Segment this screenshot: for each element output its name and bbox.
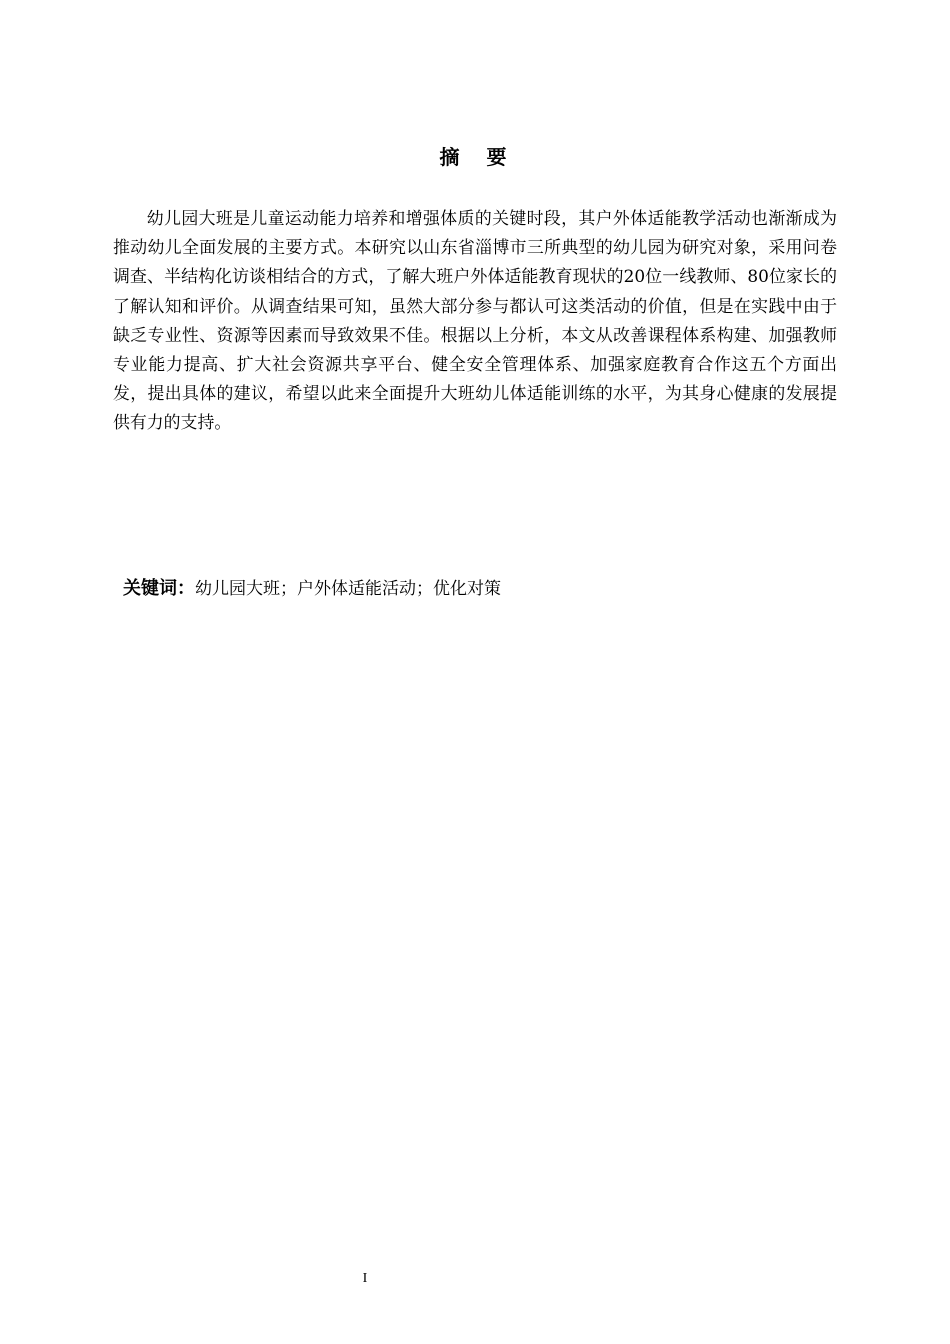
abstract-paragraph: 幼儿园大班是儿童运动能力培养和增强体质的关键时段，其户外体适能教学活动也渐渐成为推动幼儿全面发展的主要方式。本研究以山东省淄博市三所典型的幼儿园为研究对象，采用问卷调查、半结构化访谈相结合的方式，了解大班户外体适能教育现状的20位一线教师、80位家长的了解认知和评价。从调查结果可知，虽然大部分参与都认可这类活动的价值，但是在实践中由于缺乏专业性、资源等因素而导致效果不佳。根据以上分析，本文从改善课程体系构建、加强教师专业能力提高、扩大社会资源共享平台、健全安全管理体系、加强家庭教育合作这五个方面出发，提出具体的建议，希望以此来全面提升大班幼儿体适能训练的水平，为其身心健康的发展提供有力的支持。 xyxy=(113,208,837,433)
keywords-text: 幼儿园大班；户外体适能活动；优化对策 xyxy=(195,579,501,599)
abstract-title: 摘 要 xyxy=(439,145,517,169)
keywords-label: 关键词： xyxy=(123,578,195,599)
keywords-line xyxy=(123,575,823,603)
page-number: I xyxy=(362,1271,368,1286)
